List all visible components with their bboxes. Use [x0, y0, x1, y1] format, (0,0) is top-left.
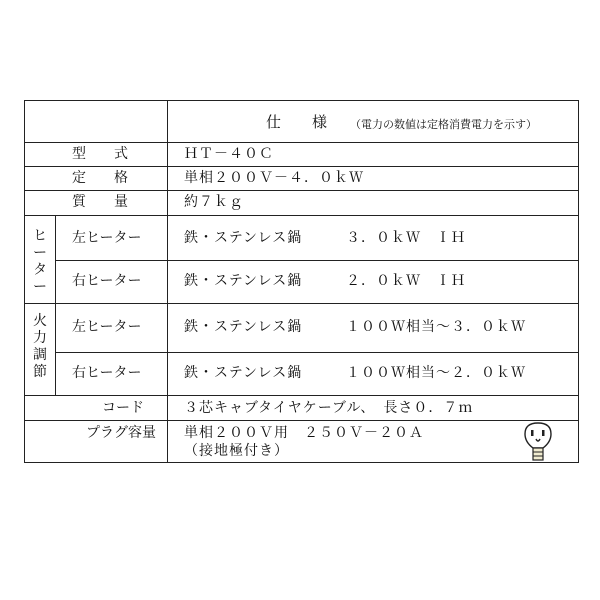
mass-label: 質 量	[72, 194, 128, 210]
rule-right	[578, 100, 579, 462]
spec-note: （電力の数値は定格消費電力を示す）	[350, 118, 537, 131]
rule-adjust-mid	[55, 352, 579, 353]
model-value: ＨＴ－４０Ｃ	[184, 146, 274, 162]
rule-mid	[167, 100, 168, 462]
plug-value-line2: （接地極付き）	[184, 443, 289, 459]
plug-outlet-icon	[519, 420, 557, 462]
cord-label: コード	[102, 400, 144, 416]
adjust-left-label: 左ヒーター	[72, 319, 142, 335]
rating-value: 単相２００Ｖ－４．０ｋＷ	[184, 170, 364, 186]
rating-label: 定 格	[72, 170, 128, 186]
rule-model-bottom	[24, 166, 579, 167]
adjust-left-pot: 鉄・ステンレス鍋	[184, 319, 303, 335]
spec-title: 仕 様	[266, 113, 336, 131]
adjust-left-value: １００Ｗ相当～３．０ｋＷ	[346, 319, 526, 335]
rule-cord-bottom	[24, 420, 579, 421]
rule-bottom	[24, 462, 579, 463]
plug-value-line1: 単相２００Ｖ用 ２５０Ｖ－２０Ａ	[184, 425, 424, 441]
rule-header-bottom	[24, 142, 579, 143]
heater-right-label: 右ヒーター	[72, 273, 142, 289]
rule-top	[24, 100, 579, 101]
heater-left-value: ３．０ｋＷ ＩＨ	[346, 230, 466, 246]
mass-value: 約７ｋｇ	[184, 194, 244, 210]
rule-group-divider-adjust	[55, 303, 56, 395]
rule-heater-mid	[55, 260, 579, 261]
heater-left-label: 左ヒーター	[72, 230, 142, 246]
heater-group-label: ヒーター	[33, 228, 47, 295]
heater-right-pot: 鉄・ステンレス鍋	[184, 273, 303, 289]
model-label: 型 式	[72, 146, 128, 162]
plug-label: プラグ容量	[86, 425, 156, 441]
adjust-right-value: １００Ｗ相当～２．０ｋＷ	[346, 365, 526, 381]
rule-group-divider-heater	[55, 215, 56, 303]
rule-adjust-bottom	[24, 395, 579, 396]
adjust-right-label: 右ヒーター	[72, 365, 142, 381]
rule-left	[24, 100, 25, 462]
rule-rating-bottom	[24, 190, 579, 191]
rule-mass-bottom	[24, 215, 579, 216]
cord-value: ３芯キャブタイヤケーブル、 長さ０．７ｍ	[184, 400, 474, 416]
rule-heater-bottom	[24, 303, 579, 304]
heater-left-pot: 鉄・ステンレス鍋	[184, 230, 303, 246]
power-adjust-group-label: 火力調節	[33, 313, 47, 380]
adjust-right-pot: 鉄・ステンレス鍋	[184, 365, 303, 381]
heater-right-value: ２．０ｋＷ ＩＨ	[346, 273, 466, 289]
